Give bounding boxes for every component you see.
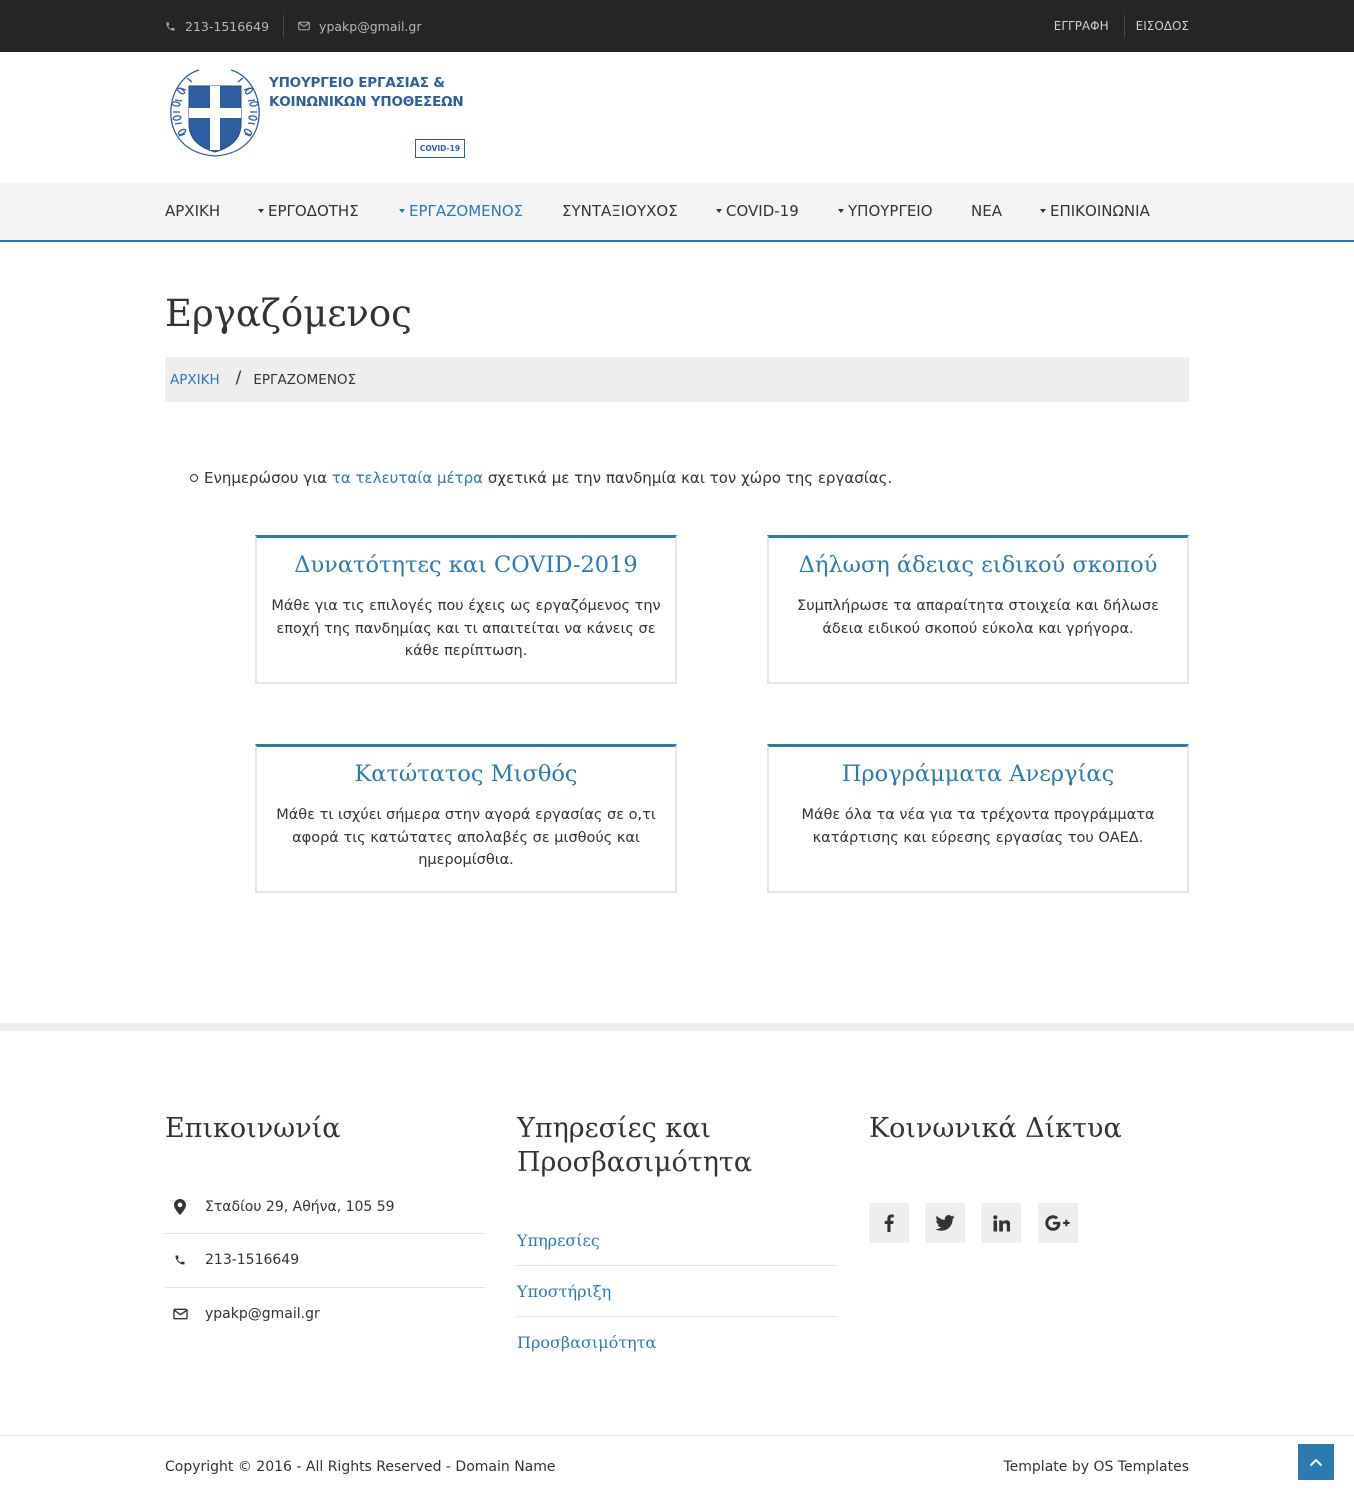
back-to-top-button[interactable] — [1298, 1444, 1334, 1480]
chevron-up-icon — [1309, 1458, 1323, 1467]
logo-title-line-1: ΥΠΟΥΡΓΕΙΟ ΕΡΓΑΣΙΑΣ & — [269, 75, 445, 91]
nav-item-label: ΑΡΧΙΚΗ — [165, 202, 221, 220]
breadcrumb-current: ΕΡΓΑΖΟΜΕΝΟΣ — [253, 371, 357, 388]
footer-services-heading — [517, 1112, 752, 1180]
footer-divider — [0, 1023, 1354, 1031]
nav-item-label: ΕΠΙΚΟΙΝΩΝΙΑ — [1050, 202, 1150, 220]
google-plus-button[interactable] — [1038, 1203, 1078, 1243]
site-header — [0, 52, 1354, 183]
footer-email[interactable] — [165, 1287, 485, 1341]
twitter-icon — [935, 1215, 955, 1231]
footer-phone-text: 213-1516649 — [205, 1252, 300, 1268]
phone-icon — [165, 21, 176, 32]
footer-email-text[interactable]: ypakp@gmail.gr — [205, 1306, 320, 1322]
breadcrumb — [165, 357, 1189, 402]
top-bar-account — [1054, 0, 1189, 52]
top-bar — [0, 0, 1354, 52]
bullet-icon — [190, 474, 198, 482]
breadcrumb-separator: / — [235, 367, 242, 388]
facebook-button[interactable] — [869, 1203, 909, 1243]
footer-link-support[interactable]: Υποστήριξη — [517, 1282, 612, 1301]
card-description: Συμπλήρωσε τα απαραίτητα στοιχεία και δήλωσε άδεια ειδικού σκοπού εύκολα και γρήγορα. — [797, 598, 1159, 637]
twitter-button[interactable] — [925, 1203, 965, 1243]
page-title: Εργαζόμενος — [165, 292, 412, 335]
ministry-logo[interactable] — [165, 66, 465, 162]
footer-services-heading-line-1: Υπηρεσίες και — [517, 1113, 712, 1144]
footer-link-services[interactable]: Υπηρεσίες — [517, 1231, 600, 1250]
top-bar-email[interactable] — [298, 19, 421, 34]
footer-social-heading: Κοινωνικά Δίκτυα — [869, 1113, 1122, 1144]
footer-services-divider — [517, 1316, 837, 1317]
footer-link-accessibility[interactable]: Προσβασιμότητα — [517, 1333, 657, 1352]
card-title-link[interactable]: Δυνατότητες και COVID-2019 — [294, 552, 638, 578]
nav-item-label: COVID-19 — [726, 202, 799, 220]
caret-down-icon — [258, 209, 264, 213]
nav-item-employee[interactable] — [399, 183, 523, 240]
google-plus-icon — [1045, 1215, 1071, 1231]
intro-text-after: σχετικά με την πανδημία και τον χώρο της εργασίας. — [483, 469, 893, 487]
linkedin-button[interactable] — [981, 1203, 1021, 1243]
top-bar-phone — [165, 19, 269, 34]
phone-icon — [165, 1254, 195, 1266]
register-link[interactable]: ΕΓΓΡΑΦΗ — [1053, 19, 1109, 33]
intro-text-before: Ενημερώσου για — [204, 469, 332, 487]
caret-down-icon — [399, 209, 405, 213]
breadcrumb-home-link[interactable]: ΑΡΧΙΚΗ — [170, 371, 220, 388]
nav-item-ministry[interactable] — [838, 183, 933, 240]
top-bar-phone-text: 213-1516649 — [185, 18, 270, 34]
bottom-divider — [0, 1435, 1354, 1436]
card-minimum-wage — [255, 744, 677, 893]
footer-address-text: Σταδίου 29, Αθήνα, 105 59 — [205, 1199, 395, 1215]
footer-services-heading-line-2: Προσβασιμότητα — [517, 1147, 753, 1178]
nav-item-label: ΕΡΓΟΔΟΤΗΣ — [268, 202, 359, 220]
copyright-text: Copyright © 2016 - All Rights Reserved - Domain Name — [165, 1459, 556, 1475]
top-bar-email-text[interactable]: ypakp@gmail.gr — [319, 18, 422, 34]
envelope-icon — [165, 1308, 195, 1320]
coat-of-arms-emblem — [165, 66, 265, 162]
nav-item-news[interactable] — [971, 183, 1002, 240]
top-bar-contact — [165, 0, 421, 52]
facebook-icon — [884, 1214, 894, 1232]
nav-item-pensioner[interactable] — [562, 183, 678, 240]
caret-down-icon — [716, 209, 722, 213]
caret-down-icon — [838, 209, 844, 213]
card-description: Μάθε τι ισχύει σήμερα στην αγορά εργασίας σε ο,τι αφορά τις κατώτατες απολαβές σε μισθούς και ημερομίσθια. — [276, 807, 656, 868]
footer-address — [165, 1180, 485, 1234]
card-title-link[interactable]: Προγράμματα Ανεργίας — [841, 761, 1115, 787]
footer-phone — [165, 1233, 485, 1287]
logo-title-line-2: ΚΟΙΝΩΝΙΚΩΝ ΥΠΟΘΕΣΕΩΝ — [269, 94, 464, 110]
map-marker-icon — [165, 1199, 195, 1215]
card-title-link[interactable]: Κατώτατος Μισθός — [354, 761, 578, 787]
card-description: Μάθε για τις επιλογές που έχεις ως εργαζόμενος την εποχή της πανδημίας και τι απαιτείται να κάνεις σε κάθε περίπτωση. — [271, 598, 661, 659]
nav-item-label: ΝΕΑ — [971, 202, 1002, 220]
template-credits: Template by OS Templates — [1003, 1459, 1189, 1475]
card-special-leave — [767, 535, 1189, 684]
nav-item-covid[interactable] — [716, 183, 799, 240]
intro-text — [190, 469, 892, 487]
top-bar-divider — [283, 15, 284, 37]
nav-item-label: ΣΥΝΤΑΞΙΟΥΧΟΣ — [562, 202, 678, 220]
caret-down-icon — [1040, 209, 1046, 213]
footer-contact-heading: Επικοινωνία — [165, 1113, 341, 1144]
footer-services-divider — [517, 1265, 837, 1266]
card-title-link[interactable]: Δήλωση άδειας ειδικού σκοπού — [798, 552, 1158, 578]
linkedin-icon — [993, 1215, 1010, 1232]
latest-measures-link[interactable]: τα τελευταία μέτρα — [331, 469, 484, 487]
main-nav — [0, 183, 1354, 242]
covid-badge: COVID-19 — [415, 139, 465, 158]
nav-item-label: ΕΡΓΑΖΟΜΕΝΟΣ — [409, 202, 524, 220]
nav-item-label: ΥΠΟΥΡΓΕΙΟ — [848, 202, 933, 220]
login-link[interactable]: ΕΙΣΟΔΟΣ — [1135, 19, 1189, 33]
card-description: Μάθε όλα τα νέα για τα τρέχοντα προγράμματα κατάρτισης και εύρεσης εργασίας του ΟΑΕΔ. — [801, 807, 1155, 846]
nav-item-home[interactable] — [165, 183, 220, 240]
envelope-icon — [298, 21, 310, 31]
nav-item-contact[interactable] — [1040, 183, 1150, 240]
top-bar-account-divider — [1124, 15, 1125, 37]
card-unemployment-programs — [767, 744, 1189, 893]
card-covid-options — [255, 535, 677, 684]
nav-item-employer[interactable] — [258, 183, 359, 240]
